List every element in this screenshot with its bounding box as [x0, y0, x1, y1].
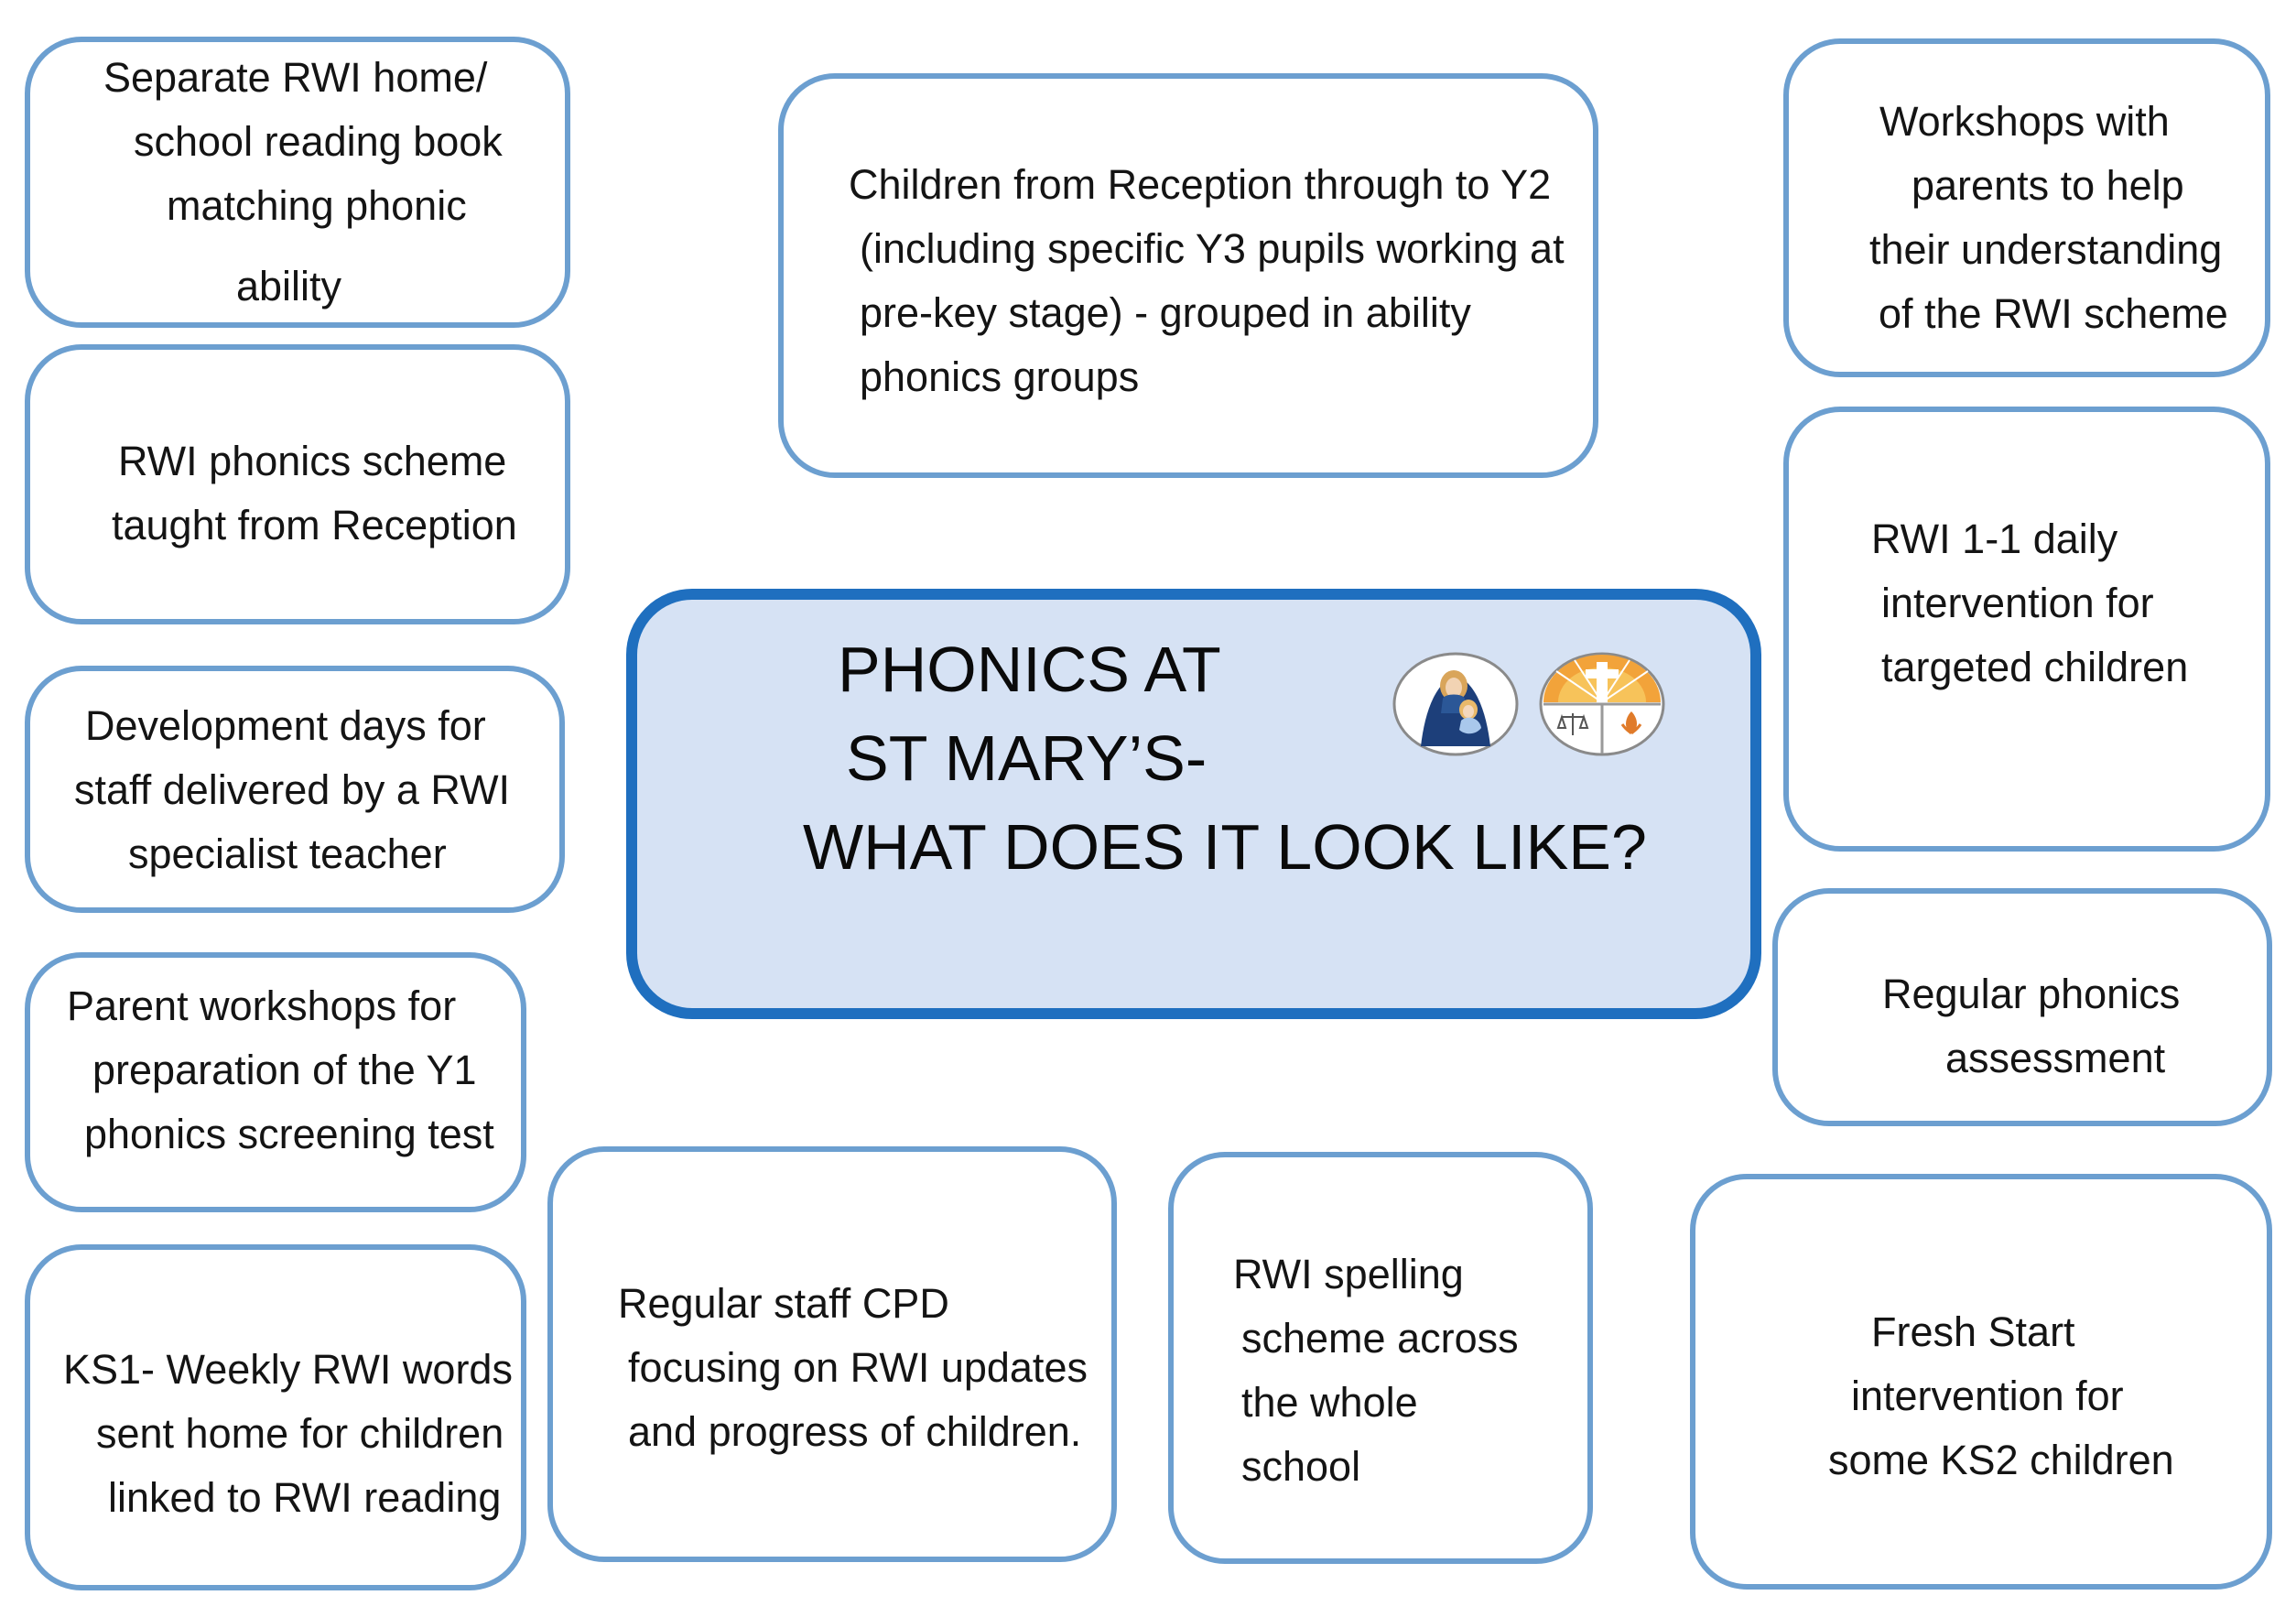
ks1-weekly-line-1: KS1- Weekly RWI words: [63, 1346, 513, 1393]
one-to-one-intervention-box: [1783, 407, 2270, 852]
staff-development-line-1: Development days for: [85, 702, 486, 749]
parent-workshops-rwi-line-1: Workshops with: [1879, 98, 2170, 145]
spelling-scheme-line-2: scheme across: [1241, 1315, 1519, 1362]
taught-reception-line-2: taught from Reception: [112, 502, 517, 548]
taught-from-reception-box: [25, 344, 570, 624]
one-to-one-line-2: intervention for: [1881, 580, 2154, 626]
one-to-one-line-1: RWI 1-1 daily: [1871, 515, 2118, 562]
staff-development-days-box: [25, 666, 565, 913]
spelling-scheme-line-1: RWI spelling: [1233, 1251, 1464, 1297]
spelling-scheme-line-4: school: [1241, 1443, 1361, 1490]
ks1-weekly-words-box: [25, 1244, 526, 1590]
parent-workshops-rwi-line-2: parents to help: [1912, 162, 2184, 209]
home-reading-book-box: [25, 37, 570, 328]
parent-workshops-rwi-line-4: of the RWI scheme: [1879, 290, 2228, 337]
ks1-weekly-line-2: sent home for children: [96, 1410, 504, 1457]
school-crest-logo: [1538, 651, 1666, 757]
fresh-start-line-2: intervention for: [1851, 1373, 2124, 1419]
title-line-3: WHAT DOES IT LOOK LIKE?: [803, 811, 1647, 883]
parent-workshops-y1-box: [25, 952, 526, 1212]
parent-workshops-rwi-box: [1783, 38, 2270, 377]
staff-cpd-line-3: and progress of children.: [628, 1408, 1082, 1455]
home-reading-line-3: matching phonic: [167, 182, 467, 229]
staff-development-line-3: specialist teacher: [128, 830, 447, 877]
ability-groups-box: [778, 73, 1598, 478]
parent-workshops-y1-line-1: Parent workshops for: [67, 982, 457, 1029]
fresh-start-line-1: Fresh Start: [1871, 1308, 2075, 1355]
staff-cpd-line-1: Regular staff CPD: [618, 1280, 949, 1327]
central-title-box: [626, 589, 1761, 1019]
madonna-and-child-logo: [1392, 651, 1520, 757]
parent-workshops-rwi-line-3: their understanding: [1869, 226, 2223, 273]
assessment-line-1: Regular phonics: [1882, 971, 2181, 1017]
home-reading-line-4: ability: [236, 263, 342, 309]
ability-groups-line-4: phonics groups: [860, 353, 1140, 400]
staff-cpd-box: [547, 1146, 1117, 1562]
ks1-weekly-line-3: linked to RWI reading: [108, 1474, 502, 1521]
spelling-scheme-line-3: the whole: [1241, 1379, 1418, 1426]
taught-reception-line-1: RWI phonics scheme: [118, 438, 507, 484]
home-reading-line-1: Separate RWI home/: [103, 54, 488, 101]
title-line-1: PHONICS AT: [838, 634, 1221, 705]
staff-development-line-2: staff delivered by a RWI: [74, 766, 511, 813]
spelling-scheme-box: [1168, 1152, 1593, 1564]
ability-groups-line-3: pre-key stage) - grouped in ability: [860, 289, 1471, 336]
phonics-assessment-box: [1772, 888, 2272, 1126]
home-reading-line-2: school reading book: [134, 118, 503, 165]
staff-cpd-line-2: focusing on RWI updates: [628, 1344, 1088, 1391]
ability-groups-line-1: Children from Reception through to Y2: [849, 161, 1552, 208]
assessment-line-2: assessment: [1945, 1035, 2166, 1081]
fresh-start-box: [1690, 1174, 2272, 1590]
title-line-2: ST MARY’S-: [846, 722, 1208, 794]
one-to-one-line-3: targeted children: [1881, 644, 2189, 690]
parent-workshops-y1-line-2: preparation of the Y1: [92, 1047, 477, 1093]
parent-workshops-y1-line-3: phonics screening test: [84, 1111, 494, 1157]
ability-groups-line-2: (including specific Y3 pupils working at: [860, 225, 1565, 272]
fresh-start-line-3: some KS2 children: [1828, 1437, 2174, 1483]
